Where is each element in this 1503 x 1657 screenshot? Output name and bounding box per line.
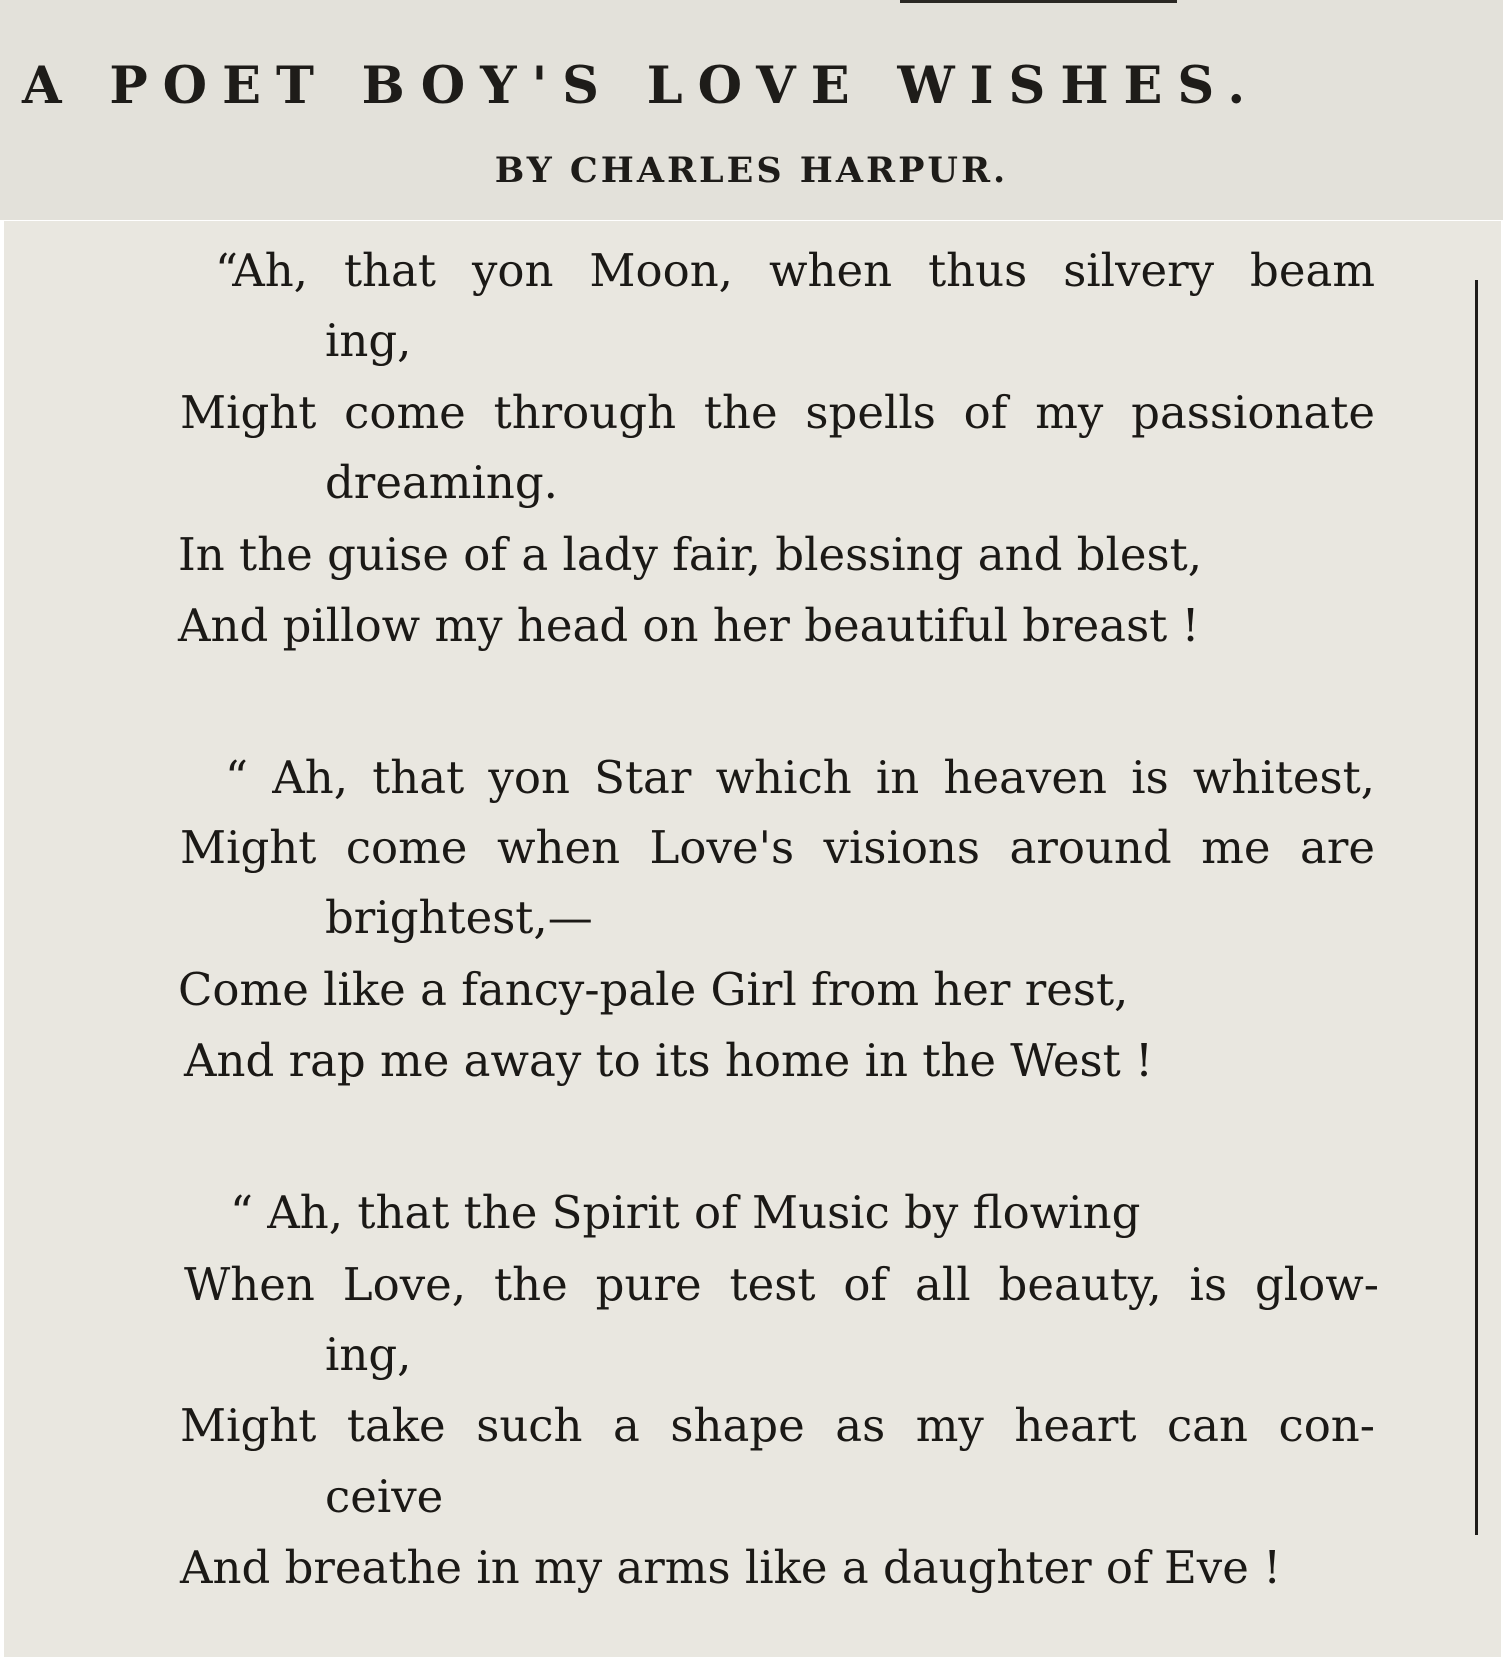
poem-line: brightest,—	[325, 891, 593, 944]
poem-line: And breathe in my arms like a daughter of Eve !	[180, 1541, 1282, 1594]
poem-line: Come like a fancy-pale Girl from her rest,	[178, 963, 1129, 1016]
poem-line: Might come through the spells of my passionate	[180, 386, 1375, 439]
poem-line: Might come when Love's visions around me are	[180, 821, 1375, 874]
poem-byline: BY CHARLES HARPUR.	[494, 150, 1009, 191]
poem-line: Might take such a shape as my heart can con-	[180, 1399, 1375, 1452]
poem-line: In the guise of a lady fair, blessing and blest,	[178, 528, 1202, 581]
poem-line: And rap me away to its home in the West !	[184, 1034, 1154, 1087]
column-rule	[1475, 280, 1478, 1535]
poem-line: ceive	[325, 1470, 444, 1523]
poem-title: A POET BOY'S LOVE WISHES.	[22, 56, 1261, 116]
poem-line: When Love, the pure test of all beauty, is glow-	[184, 1258, 1379, 1311]
poem-line: “Ah, that yon Moon, when thus silvery beam	[215, 244, 1375, 297]
poem-line: ing,	[325, 1328, 412, 1381]
poem-line: “ Ah, that yon Star which in heaven is whitest,	[225, 751, 1375, 804]
poem-line: “ Ah, that the Spirit of Music by flowing	[230, 1186, 1141, 1239]
poem-line: dreaming.	[325, 456, 558, 509]
poem-line: ing,	[325, 314, 412, 367]
top-rule	[900, 0, 1177, 3]
poem-line: And pillow my head on her beautiful breast !	[178, 599, 1200, 652]
